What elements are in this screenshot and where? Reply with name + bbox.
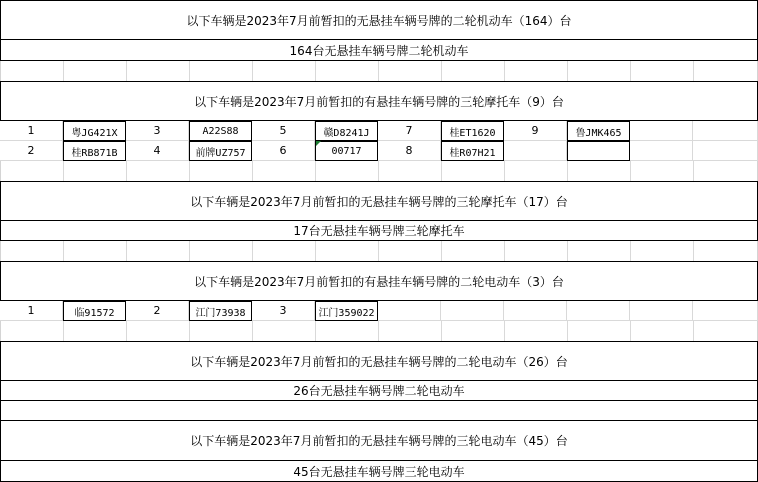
plate-cell[interactable]: 前牌UZ757 [189, 141, 252, 161]
blank-row[interactable] [0, 241, 758, 261]
row-number[interactable]: 9 [504, 121, 567, 141]
blank-row[interactable] [0, 401, 758, 421]
plate-cell[interactable]: 桂ET1620 [441, 121, 504, 141]
empty-cell[interactable] [693, 301, 758, 321]
empty-cell[interactable] [630, 121, 693, 141]
empty-cell[interactable] [693, 121, 758, 141]
section-summary[interactable] [0, 381, 758, 401]
empty-cell[interactable] [630, 141, 693, 161]
section-title[interactable] [0, 0, 758, 40]
cell-note-marker [316, 141, 321, 146]
section-summary-text: 45台无悬挂车辆号牌三轮电动车 [293, 464, 465, 479]
plate-cell[interactable]: A22S88 [189, 121, 252, 141]
plate-cell[interactable]: 鲁JMK465 [567, 121, 630, 141]
row-number[interactable]: 6 [252, 141, 315, 161]
plate-cell[interactable]: 桂R07H21 [441, 141, 504, 161]
blank-row[interactable] [0, 61, 758, 81]
section-title[interactable] [0, 341, 758, 381]
section-title[interactable] [0, 421, 758, 461]
row-number[interactable]: 1 [0, 301, 63, 321]
table-row [0, 301, 758, 321]
plate-cell[interactable]: 江门359022 [315, 301, 378, 321]
section-title[interactable] [0, 81, 758, 121]
plate-cell[interactable]: 临91572 [63, 301, 126, 321]
plate-cell[interactable]: 粤JG421X [63, 121, 126, 141]
section-summary[interactable] [0, 461, 758, 482]
section-title-text: 以下车辆是2023年7月前暂扣的有悬挂车辆号牌的二轮电动车（3）台 [194, 274, 564, 289]
row-number[interactable]: 2 [0, 141, 63, 161]
section-title[interactable] [0, 261, 758, 301]
row-number[interactable]: 7 [378, 121, 441, 141]
section-summary[interactable] [0, 40, 758, 61]
section-title-text: 以下车辆是2023年7月前暂扣的无悬挂车辆号牌的三轮电动车（45）台 [190, 434, 568, 448]
row-number[interactable]: 1 [0, 121, 63, 141]
empty-cell[interactable] [378, 301, 441, 321]
table-row [0, 121, 758, 141]
section-title[interactable] [0, 181, 758, 221]
row-number[interactable]: 5 [252, 121, 315, 141]
blank-row[interactable] [0, 321, 758, 341]
table-row [0, 141, 758, 161]
row-number[interactable]: 2 [126, 301, 189, 321]
section-summary[interactable] [0, 221, 758, 241]
plate-cell[interactable] [567, 141, 630, 161]
empty-cell[interactable] [504, 301, 567, 321]
row-number[interactable]: 4 [126, 141, 189, 161]
plate-cell[interactable]: 00717 [315, 141, 378, 161]
plate-cell[interactable]: 江门73938 [189, 301, 252, 321]
section-title-text: 以下车辆是2023年7月前暂扣的无悬挂车辆号牌的二轮电动车（26）台 [190, 354, 568, 369]
plate-cell[interactable]: 桂RB871B [63, 141, 126, 161]
row-number[interactable] [504, 141, 567, 161]
row-number[interactable]: 3 [252, 301, 315, 321]
section-summary-text: 164台无悬挂车辆号牌二轮机动车 [289, 43, 469, 58]
blank-row[interactable] [0, 161, 758, 181]
section-summary-text: 17台无悬挂车辆号牌三轮摩托车 [293, 224, 465, 238]
section-title-text: 以下车辆是2023年7月前暂扣的无悬挂车辆号牌的三轮摩托车（17）台 [190, 194, 568, 209]
section-summary-text: 26台无悬挂车辆号牌二轮电动车 [293, 384, 465, 398]
empty-cell[interactable] [567, 301, 630, 321]
empty-cell[interactable] [630, 301, 693, 321]
row-number[interactable]: 3 [126, 121, 189, 141]
plate-cell[interactable]: 赣D8241J [315, 121, 378, 141]
empty-cell[interactable] [693, 141, 758, 161]
empty-cell[interactable] [441, 301, 504, 321]
row-number[interactable]: 8 [378, 141, 441, 161]
section-title-text: 以下车辆是2023年7月前暂扣的有悬挂车辆号牌的三轮摩托车（9）台 [194, 94, 564, 109]
section-title-text: 以下车辆是2023年7月前暂扣的无悬挂车辆号牌的二轮机动车（164）台 [186, 13, 572, 28]
